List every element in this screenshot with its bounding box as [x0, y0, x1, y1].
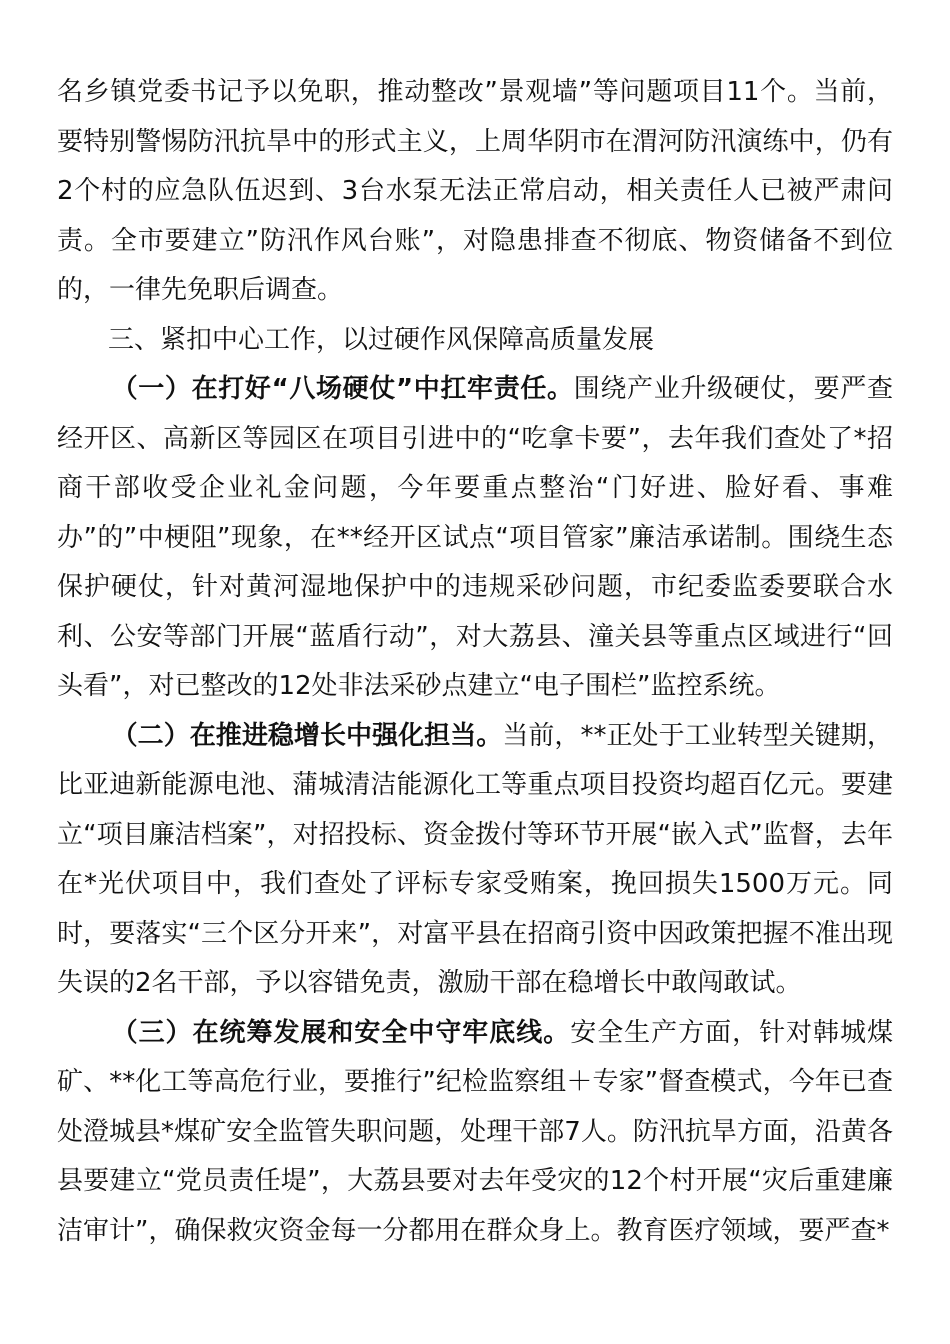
- subsection-title: （二）在推进稳增长中强化担当。: [111, 720, 503, 751]
- paragraph-continuation: [57, 68, 893, 316]
- section-heading: 三、紧扣中心工作，以过硬作风保障高质量发展: [108, 324, 655, 355]
- paragraph-text: 名乡镇党委书记予以免职，推动整改”景观墙”等问题项目11个。当前，要特别警惕防汛抗旱中的形式主义，上周华阴市在渭河防汛演练中，仍有2个村的应急队伍迟到、3台水泵无法正常启动，相关责任人已被严肃问责。全市要建立”防汛作风台账”，对隐患排查不彻底、物资储备不到位的，一律先免职后调查。: [57, 77, 893, 305]
- paragraph-subsection-1: [57, 365, 893, 712]
- paragraph-text: 当前，**正处于工业转型关键期，比亚迪新能源电池、蒲城清洁能源化工等重点项目投资均超百亿元。要建立“项目廉洁档案”，对招投标、资金拨付等环节开展“嵌入式”监督，去年在*光伏项目中，我们查处了评标专家受贿案，挽回损失1500万元。同时，要落实“三个区分开来”，对富平县在招商引资中因政策把握不准出现失误的2名干部，予以容错免责，激励干部在稳增长中敢闯敢试。: [57, 720, 893, 998]
- paragraph-text: 安全生产方面，针对韩城煤矿、**化工等高危行业，要推行”纪检监察组＋专家”督查模式，今年已查处澄城县*煤矿安全监管失职问题，处理干部7人。防汛抗旱方面，沿黄各县要建立“党员责任堤”，大荔县要对去年受灾的12个村开展“灾后重建廉洁审计”，确保救灾资金每一分都用在群众身上。教育医疗领域，要严查*: [57, 1017, 893, 1246]
- paragraph-text: 围绕产业升级硬仗，要严查经开区、高新区等园区在项目引进中的“吃拿卡要”，去年我们查处了*招商干部收受企业礼金问题，今年要重点整治“门好进、脸好看、事难办”的”中梗阻”现象，在**经开区试点“项目管家”廉洁承诺制。围绕生态保护硬仗，针对黄河湿地保护中的违规采砂问题，市纪委监委要联合水利、公安等部门开展“蓝盾行动”，对大荔县、潼关县等重点区域进行“回头看”，对已整改的12处非法采砂点建立“电子围栏”监控系统。: [57, 374, 893, 701]
- subsection-title: （一）在打好“八场硬仗”中扛牢责任。: [111, 374, 574, 404]
- paragraph-subsection-3: [57, 1009, 893, 1257]
- paragraph-subsection-2: [57, 712, 893, 1009]
- document-page: [57, 68, 893, 1256]
- subsection-title: （三）在统筹发展和安全中守牢底线。: [111, 1017, 571, 1048]
